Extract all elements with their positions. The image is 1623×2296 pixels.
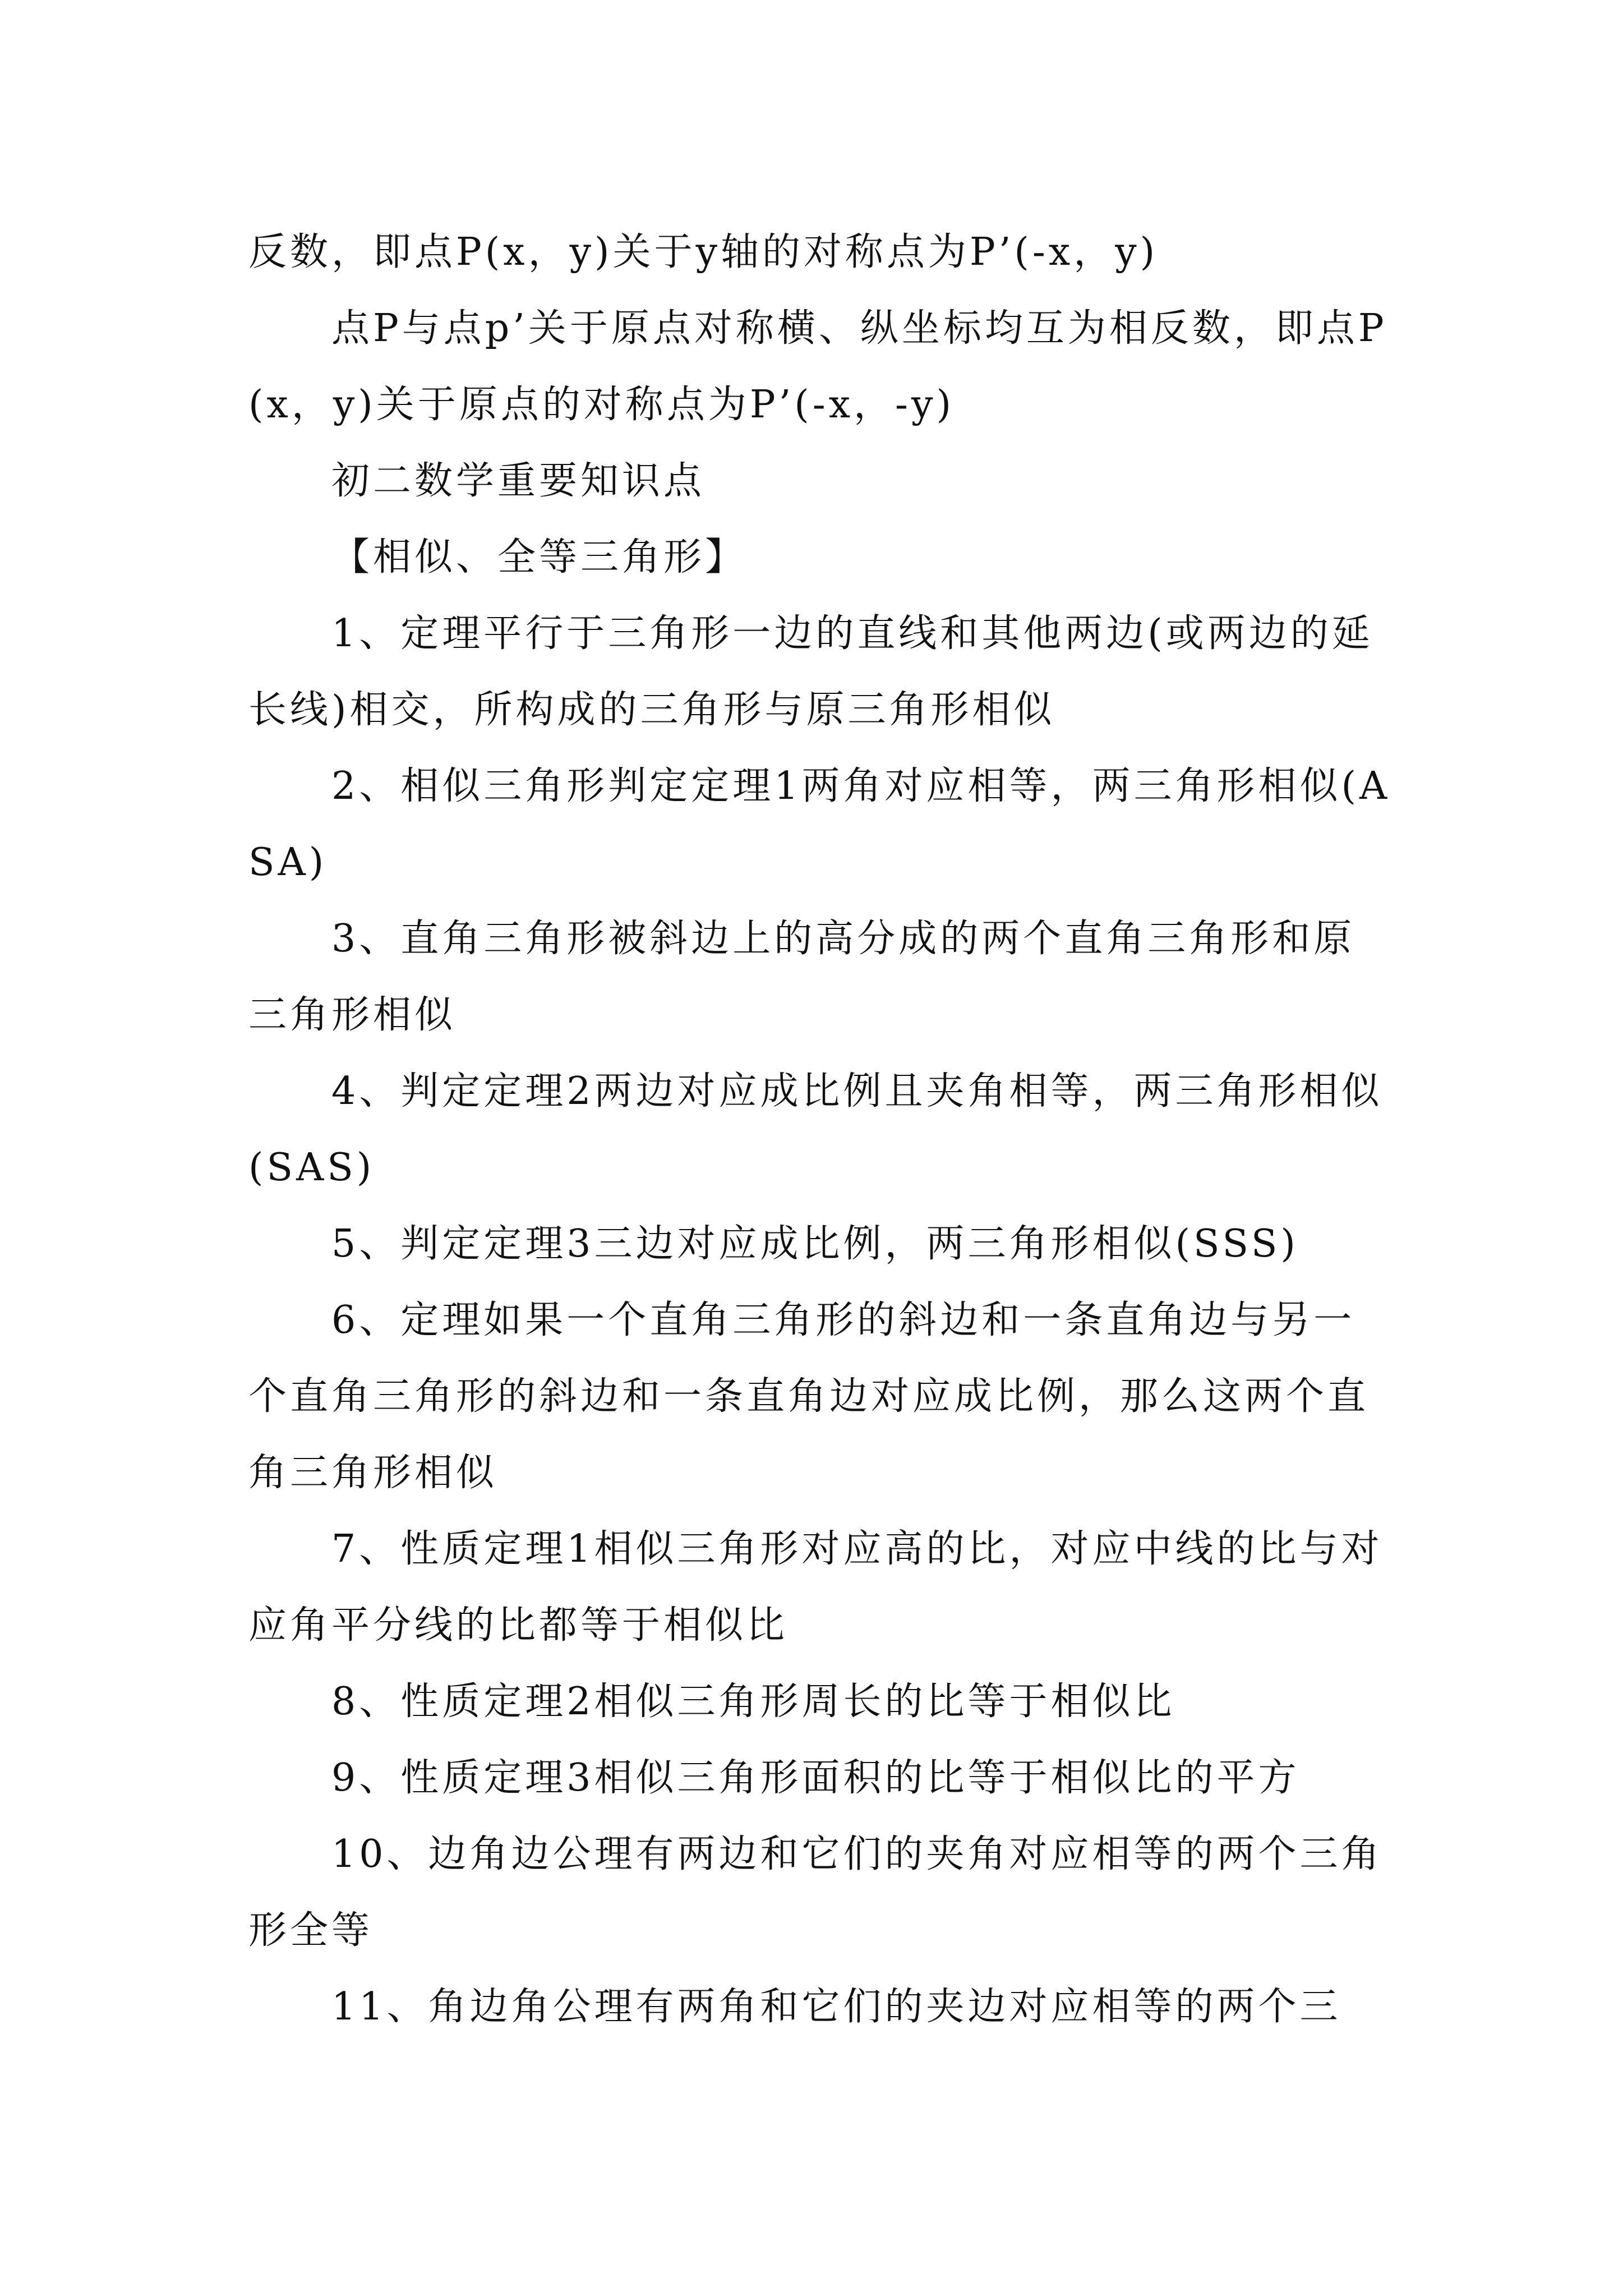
section-heading: 初二数学重要知识点 <box>331 459 706 503</box>
document-body <box>248 214 1393 2045</box>
list-item: 6、定理如果一个直角三角形的斜边和一条直角边与另一个直角三角形的斜边和一条直角边对应成比例，那么这两个直角三角形相似 <box>248 1298 1370 1495</box>
list-item: 9、性质定理3相似三角形面积的比等于相似比的平方 <box>331 1756 1300 1800</box>
paragraph-symmetry-y-axis-continuation: 反数，即点P(x，y)关于y轴的对称点为P’(-x，y) <box>248 230 1159 274</box>
list-item: 1、定理平行于三角形一边的直线和其他两边(或两边的延长线)相交，所构成的三角形与原三角形相似 <box>248 611 1373 732</box>
list-item: 11、角边角公理有两角和它们的夹边对应相等的两个三 <box>331 1985 1341 2029</box>
paragraph-symmetry-origin: 点P与点p’关于原点对称横、纵坐标均互为相反数，即点P(x，y)关于原点的对称点为P’(-x，-y) <box>248 306 1387 427</box>
list-item: 5、判定定理3三边对应成比例，两三角形相似(SSS) <box>331 1222 1299 1266</box>
list-item: 3、直角三角形被斜边上的高分成的两个直角三角形和原三角形相似 <box>248 917 1355 1037</box>
list-item: 10、边角边公理有两边和它们的夹角对应相等的两个三角形全等 <box>248 1832 1383 1953</box>
list-item: 7、性质定理1相似三角形对应高的比，对应中线的比与对应角平分线的比都等于相似比 <box>248 1527 1383 1648</box>
subsection-heading: 【相似、全等三角形】 <box>331 535 747 579</box>
list-item: 4、判定定理2两边对应成比例且夹角相等，两三角形相似(SAS) <box>248 1069 1383 1190</box>
list-item: 2、相似三角形判定定理1两角对应相等，两三角形相似(ASA) <box>248 764 1391 885</box>
list-item: 8、性质定理2相似三角形周长的比等于相似比 <box>331 1680 1175 1724</box>
